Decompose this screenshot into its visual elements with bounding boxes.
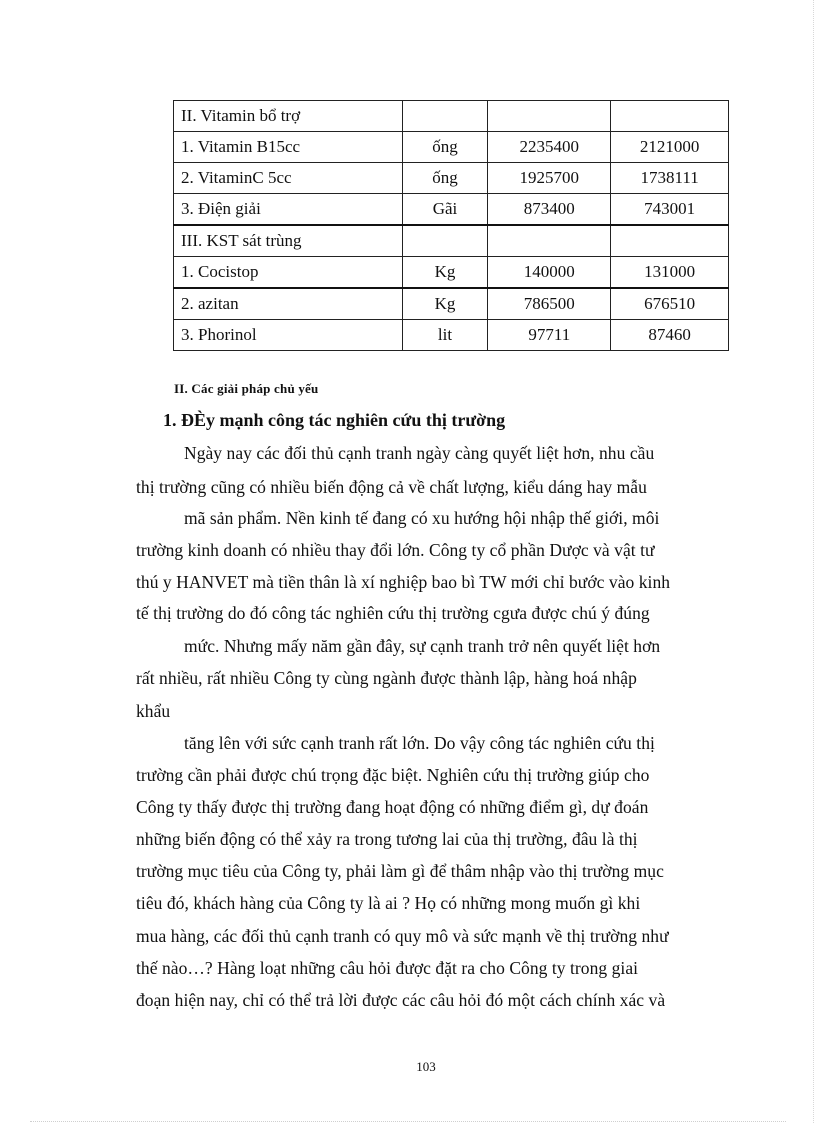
cell-value-1: 140000 <box>488 257 611 289</box>
cell-unit: ống <box>402 163 488 194</box>
table-row <box>174 225 729 257</box>
cell-value-1: 873400 <box>488 194 611 226</box>
cell-name: 1. Vitamin B15cc <box>174 132 403 163</box>
cell-value-2: 743001 <box>611 194 729 226</box>
table-row <box>174 101 729 132</box>
cell-name: II. Vitamin bổ trợ <box>174 101 403 132</box>
cell-unit <box>402 101 488 132</box>
body-line: tế thị trường do đó công tác nghiên cứu thị trường cgưa được chú ý đúng <box>136 603 650 623</box>
body-line: trường mục tiêu của Công ty, phải làm gì để thâm nhập vào thị trường mục <box>136 861 664 881</box>
body-line: thị trường cũng có nhiều biến động cả về chất lượng, kiểu dáng hay mẫu <box>136 477 647 497</box>
sub-heading: 1. ĐÈy mạnh công tác nghiên cứu thị trường <box>163 410 506 430</box>
table-row <box>174 132 729 163</box>
cell-unit: lit <box>402 320 488 351</box>
body-line: rất nhiều, rất nhiều Công ty cùng ngành được thành lập, hàng hoá nhập <box>136 668 637 688</box>
body-line: đoạn hiện nay, chỉ có thể trả lời được các câu hỏi đó một cách chính xác và <box>136 990 666 1010</box>
page-number: 103 <box>416 1059 436 1074</box>
cell-name: 2. VitaminC 5cc <box>174 163 403 194</box>
cell-name: III. KST sát trùng <box>174 225 403 257</box>
cell-name: 3. Điện giải <box>174 194 403 226</box>
section-heading: II. Các giải pháp chủ yếu <box>174 381 319 396</box>
table-row <box>174 320 729 351</box>
cell-value-2: 1738111 <box>611 163 729 194</box>
body-line: thú y HANVET mà tiền thân là xí nghiệp bao bì TW mới chỉ bước vào kinh <box>136 572 671 592</box>
body-line: khẩu <box>136 701 171 721</box>
cell-unit: Kg <box>402 257 488 289</box>
cell-value-1: 786500 <box>488 288 611 320</box>
cell-unit: ống <box>402 132 488 163</box>
body-line: tiêu đó, khách hàng của Công ty là ai ? Họ có những mong muốn gì khi <box>136 893 641 913</box>
body-line: mã sản phẩm. Nền kinh tế đang có xu hướng hội nhập thế giới, môi <box>184 508 660 528</box>
cell-unit <box>402 225 488 257</box>
cell-value-1: 97711 <box>488 320 611 351</box>
body-line: mức. Nhưng mấy năm gần đây, sự cạnh tranh trở nên quyết liệt hơn <box>184 636 661 656</box>
cell-value-1 <box>488 225 611 257</box>
product-table <box>173 100 729 351</box>
cell-value-1: 1925700 <box>488 163 611 194</box>
body-line: mua hàng, các đối thủ cạnh tranh có quy mô và sức mạnh về thị trường như <box>136 926 669 946</box>
cell-name: 2. azitan <box>174 288 403 320</box>
table-row <box>174 288 729 320</box>
table-row <box>174 163 729 194</box>
cell-value-2 <box>611 101 729 132</box>
cell-value-2 <box>611 225 729 257</box>
body-line: những biến động có thể xảy ra trong tương lai của thị trường, đâu là thị <box>136 829 638 849</box>
cell-unit: Gãi <box>402 194 488 226</box>
table-row <box>174 194 729 226</box>
cell-name: 1. Cocistop <box>174 257 403 289</box>
cell-value-1: 2235400 <box>488 132 611 163</box>
cell-value-2: 87460 <box>611 320 729 351</box>
cell-value-2: 131000 <box>611 257 729 289</box>
body-line: trường cần phải được chú trọng đặc biệt. Nghiên cứu thị trường giúp cho <box>136 765 650 785</box>
cell-unit: Kg <box>402 288 488 320</box>
body-line: Công ty thấy được thị trường đang hoạt động có những điểm gì, dự đoán <box>136 797 649 817</box>
cell-name: 3. Phorinol <box>174 320 403 351</box>
table-row <box>174 257 729 289</box>
right-divider <box>813 0 814 1123</box>
body-line: tăng lên với sức cạnh tranh rất lớn. Do vậy công tác nghiên cứu thị <box>184 733 655 753</box>
bottom-divider <box>30 1121 786 1122</box>
cell-value-2: 676510 <box>611 288 729 320</box>
body-line: trường kinh doanh có nhiều thay đổi lớn. Công ty cổ phần Dược và vật tư <box>136 540 655 560</box>
body-line: thế nào…? Hàng loạt những câu hỏi được đặt ra cho Công ty trong giai <box>136 958 639 978</box>
body-line: Ngày nay các đối thủ cạnh tranh ngày càng quyết liệt hơn, nhu cầu <box>184 443 655 463</box>
cell-value-1 <box>488 101 611 132</box>
cell-value-2: 2121000 <box>611 132 729 163</box>
